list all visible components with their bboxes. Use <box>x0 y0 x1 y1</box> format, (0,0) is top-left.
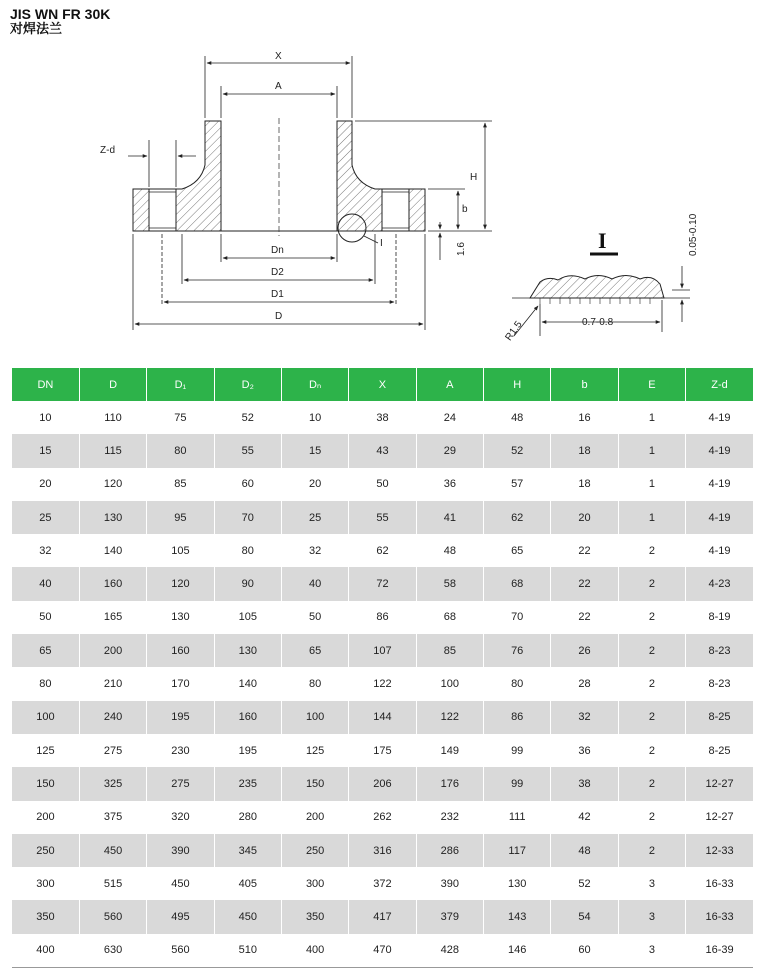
table-cell: 120 <box>147 567 214 600</box>
table-cell: 72 <box>349 567 416 600</box>
table-cell: 62 <box>349 534 416 567</box>
table-cell: 372 <box>349 867 416 900</box>
flange-section-left <box>133 121 221 231</box>
table-cell: 68 <box>416 601 483 634</box>
table-cell: 50 <box>349 468 416 501</box>
table-cell: 24 <box>416 401 483 434</box>
table-cell: 68 <box>484 567 551 600</box>
table-cell: 22 <box>551 601 618 634</box>
table-cell: 2 <box>618 634 685 667</box>
table-cell: 630 <box>79 934 146 968</box>
table-cell: 4-19 <box>708 544 731 557</box>
table-cell: 560 <box>79 900 146 933</box>
table-cell: 70 <box>484 601 551 634</box>
col-header: D₁ <box>147 368 214 401</box>
table-cell: 80 <box>12 667 79 700</box>
table-cell: 2 <box>618 734 685 767</box>
table-row <box>12 501 753 534</box>
table-cell: 10 <box>281 401 348 434</box>
table-cell: 16-33 <box>705 877 734 890</box>
detail-r15-label: R1.5 <box>503 319 525 343</box>
table-row <box>12 934 753 968</box>
table-cell: 450 <box>147 867 214 900</box>
table-cell: 100 <box>281 701 348 734</box>
table-cell: 515 <box>79 867 146 900</box>
table-cell: 140 <box>79 534 146 567</box>
table-cell: 110 <box>79 401 146 434</box>
table-cell: 8-25 <box>686 701 753 734</box>
table-cell: 86 <box>349 601 416 634</box>
table-cell: 160 <box>147 634 214 667</box>
table-cell: 70 <box>214 501 281 534</box>
table-row <box>12 634 753 667</box>
table-cell: 400 <box>12 934 79 968</box>
table-row <box>12 834 753 867</box>
table-cell: 16-33 <box>686 900 753 933</box>
dim-16-label: 1.6 <box>456 242 467 256</box>
table-cell: 100 <box>416 667 483 700</box>
dim-d1-label: D1 <box>271 289 284 300</box>
table-cell: 170 <box>147 667 214 700</box>
table-cell: 206 <box>349 767 416 800</box>
table-cell: 48 <box>551 834 618 867</box>
table-cell: 150 <box>12 767 79 800</box>
table-cell: 2 <box>618 801 685 834</box>
table-cell: 325 <box>79 767 146 800</box>
table-cell: 428 <box>416 934 483 968</box>
table-cell: 195 <box>147 701 214 734</box>
table-cell: 125 <box>281 734 348 767</box>
table-cell: 3 <box>618 934 685 968</box>
table-cell: 4-19 <box>686 501 753 534</box>
table-cell: 48 <box>416 534 483 567</box>
table-cell: 375 <box>79 801 146 834</box>
table-cell: 149 <box>416 734 483 767</box>
table-cell: 470 <box>349 934 416 968</box>
table-cell: 12-33 <box>686 834 753 867</box>
table-cell: 60 <box>551 934 618 968</box>
table-cell: 2 <box>618 567 685 600</box>
detail-title: I <box>598 228 607 253</box>
bolt-hole-left <box>149 189 176 231</box>
col-header: D₂ <box>214 368 281 401</box>
col-header: Z-d <box>686 368 753 401</box>
table-cell: 275 <box>79 734 146 767</box>
table-cell: 510 <box>214 934 281 968</box>
table-cell: 230 <box>147 734 214 767</box>
col-header: E <box>618 368 685 401</box>
spec-table <box>12 368 753 968</box>
table-cell: 232 <box>416 801 483 834</box>
table-cell: 240 <box>79 701 146 734</box>
bolt-hole-right <box>382 189 409 231</box>
table-cell: 99 <box>484 767 551 800</box>
table-cell: 90 <box>214 567 281 600</box>
table-cell: 20 <box>551 501 618 534</box>
table-cell: 560 <box>147 934 214 968</box>
table-cell: 160 <box>214 701 281 734</box>
table-cell: 52 <box>214 401 281 434</box>
table-cell: 160 <box>79 567 146 600</box>
table-cell: 2 <box>618 534 685 567</box>
col-header: Dₙ <box>281 368 348 401</box>
table-cell: 85 <box>147 468 214 501</box>
table-cell: 50 <box>12 601 79 634</box>
table-cell: 130 <box>214 634 281 667</box>
table-cell: 2 <box>618 834 685 867</box>
dim-b-label: b <box>462 204 468 215</box>
table-cell: 262 <box>349 801 416 834</box>
table-cell: 175 <box>349 734 416 767</box>
table-cell: 65 <box>281 634 348 667</box>
table-cell: 32 <box>12 534 79 567</box>
table-cell: 122 <box>349 667 416 700</box>
table-cell: 390 <box>147 834 214 867</box>
table-cell: 15 <box>12 434 79 467</box>
table-cell: 4-19 <box>708 411 731 424</box>
table-cell: 18 <box>551 468 618 501</box>
table-cell: 38 <box>551 767 618 800</box>
table-cell: 150 <box>281 767 348 800</box>
table-cell: 12-27 <box>705 811 734 824</box>
table-cell: 130 <box>79 501 146 534</box>
table-cell: 75 <box>147 401 214 434</box>
table-cell: 120 <box>79 468 146 501</box>
table-row <box>12 567 753 600</box>
table-cell: 1 <box>618 434 685 467</box>
table-cell: 495 <box>147 900 214 933</box>
table-cell: 122 <box>416 701 483 734</box>
table-cell: 1 <box>618 468 685 501</box>
table-cell: 320 <box>147 801 214 834</box>
table-cell: 275 <box>147 767 214 800</box>
detail-tol-label: 0.05-0.10 <box>688 213 699 256</box>
table-row <box>12 701 753 734</box>
table-cell: 15 <box>281 434 348 467</box>
table-cell: 117 <box>484 834 551 867</box>
table-cell: 107 <box>349 634 416 667</box>
table-cell: 176 <box>416 767 483 800</box>
table-cell: 200 <box>79 634 146 667</box>
table-row <box>12 900 753 933</box>
table-row <box>12 734 753 767</box>
technical-drawing <box>0 0 765 360</box>
table-cell: 32 <box>281 534 348 567</box>
table-row <box>12 434 753 467</box>
table-cell: 29 <box>416 434 483 467</box>
table-row <box>12 468 753 501</box>
col-header: b <box>551 368 618 401</box>
dim-d2-label: D2 <box>271 267 284 278</box>
table-cell: 8-19 <box>708 611 731 624</box>
table-row <box>12 534 753 567</box>
col-header: DN <box>12 368 79 401</box>
table-cell: 2 <box>618 601 685 634</box>
table-cell: 65 <box>484 534 551 567</box>
table-cell: 76 <box>484 634 551 667</box>
table-cell: 300 <box>281 867 348 900</box>
table-cell: 165 <box>79 601 146 634</box>
table-cell: 26 <box>551 634 618 667</box>
table-cell: 100 <box>12 701 79 734</box>
table-cell: 20 <box>281 468 348 501</box>
dim-dn-label: Dn <box>271 245 284 256</box>
table-cell: 235 <box>214 767 281 800</box>
table-cell: 32 <box>551 701 618 734</box>
table-cell: 115 <box>79 434 146 467</box>
table-cell: 4-19 <box>686 434 753 467</box>
table-cell: 405 <box>214 867 281 900</box>
table-cell: 22 <box>551 534 618 567</box>
table-row <box>12 801 753 834</box>
table-cell: 146 <box>484 934 551 968</box>
table-cell: 316 <box>349 834 416 867</box>
table-cell: 99 <box>484 734 551 767</box>
table-cell: 95 <box>147 501 214 534</box>
table-cell: 200 <box>281 801 348 834</box>
table-cell: 1 <box>618 401 685 434</box>
table-cell: 417 <box>349 900 416 933</box>
table-cell: 54 <box>551 900 618 933</box>
table-row <box>12 767 753 800</box>
table-cell: 3 <box>618 867 685 900</box>
table-cell: 28 <box>551 667 618 700</box>
table-row <box>12 401 753 434</box>
table-cell: 25 <box>12 501 79 534</box>
flange-drawing-svg <box>0 0 765 360</box>
col-header: X <box>349 368 416 401</box>
table-cell: 250 <box>12 834 79 867</box>
table-cell: 52 <box>484 434 551 467</box>
table-cell: 55 <box>214 434 281 467</box>
table-body <box>12 401 753 968</box>
table-cell: 2 <box>618 701 685 734</box>
table-cell: 36 <box>416 468 483 501</box>
table-cell: 210 <box>79 667 146 700</box>
table-cell: 400 <box>281 934 348 968</box>
table-cell: 8-25 <box>708 744 731 757</box>
table-row <box>12 867 753 900</box>
table-cell: 4-19 <box>708 478 731 491</box>
table-cell: 22 <box>551 567 618 600</box>
table-cell: 105 <box>214 601 281 634</box>
table-cell: 20 <box>12 468 79 501</box>
table-cell: 16 <box>551 401 618 434</box>
table-cell: 58 <box>416 567 483 600</box>
table-header-row <box>12 368 753 401</box>
table-cell: 195 <box>214 734 281 767</box>
table-cell: 8-23 <box>708 678 731 691</box>
product-name: 对焊法兰 <box>10 22 63 37</box>
table-cell: 41 <box>416 501 483 534</box>
table-cell: 280 <box>214 801 281 834</box>
table-cell: 25 <box>281 501 348 534</box>
dim-a-label: A <box>275 81 282 92</box>
table-cell: 8-23 <box>686 634 753 667</box>
table-cell: 390 <box>416 867 483 900</box>
table-cell: 62 <box>484 501 551 534</box>
table-cell: 57 <box>484 468 551 501</box>
table-cell: 38 <box>349 401 416 434</box>
table-cell: 80 <box>147 434 214 467</box>
table-cell: 16-39 <box>686 934 753 968</box>
table-cell: 286 <box>416 834 483 867</box>
table-cell: 10 <box>12 401 79 434</box>
detail-ref-label: I <box>380 238 383 249</box>
table-cell: 350 <box>281 900 348 933</box>
table-cell: 55 <box>349 501 416 534</box>
table-cell: 80 <box>281 667 348 700</box>
table-cell: 105 <box>147 534 214 567</box>
table-cell: 85 <box>416 634 483 667</box>
table-cell: 345 <box>214 834 281 867</box>
table-cell: 111 <box>484 801 551 834</box>
dim-zd-label: Z-d <box>100 145 115 156</box>
col-header: D <box>79 368 146 401</box>
detail-range-label: 0.7-0.8 <box>582 317 614 328</box>
table-cell: 130 <box>147 601 214 634</box>
dim-h-label: H <box>470 172 478 183</box>
dim-x-label: X <box>275 51 282 62</box>
table-row <box>12 667 753 700</box>
table-cell: 80 <box>484 667 551 700</box>
table-cell: 130 <box>484 867 551 900</box>
col-header: H <box>484 368 551 401</box>
table-cell: 144 <box>349 701 416 734</box>
dim-d-label: D <box>275 311 283 322</box>
table-cell: 80 <box>214 534 281 567</box>
table-cell: 200 <box>12 801 79 834</box>
table-cell: 2 <box>618 667 685 700</box>
product-code: JIS WN FR 30K <box>10 6 111 22</box>
table-cell: 140 <box>214 667 281 700</box>
table-cell: 65 <box>12 634 79 667</box>
table-cell: 250 <box>281 834 348 867</box>
table-cell: 48 <box>484 401 551 434</box>
table-cell: 450 <box>79 834 146 867</box>
col-header: A <box>416 368 483 401</box>
table-cell: 300 <box>12 867 79 900</box>
table-row <box>12 601 753 634</box>
table-cell: 43 <box>349 434 416 467</box>
table-cell: 143 <box>484 900 551 933</box>
table-cell: 3 <box>618 900 685 933</box>
table-cell: 42 <box>551 801 618 834</box>
table-cell: 125 <box>12 734 79 767</box>
table-cell: 52 <box>551 867 618 900</box>
table-cell: 379 <box>416 900 483 933</box>
table-cell: 2 <box>618 767 685 800</box>
table-cell: 60 <box>214 468 281 501</box>
detail-section <box>530 276 664 299</box>
table-cell: 4-23 <box>686 567 753 600</box>
table-cell: 1 <box>618 501 685 534</box>
table-cell: 36 <box>551 734 618 767</box>
table-cell: 350 <box>12 900 79 933</box>
table-cell: 40 <box>12 567 79 600</box>
table-cell: 450 <box>214 900 281 933</box>
table-cell: 18 <box>551 434 618 467</box>
table-cell: 50 <box>281 601 348 634</box>
table-cell: 86 <box>484 701 551 734</box>
table-cell: 40 <box>281 567 348 600</box>
table-cell: 12-27 <box>686 767 753 800</box>
